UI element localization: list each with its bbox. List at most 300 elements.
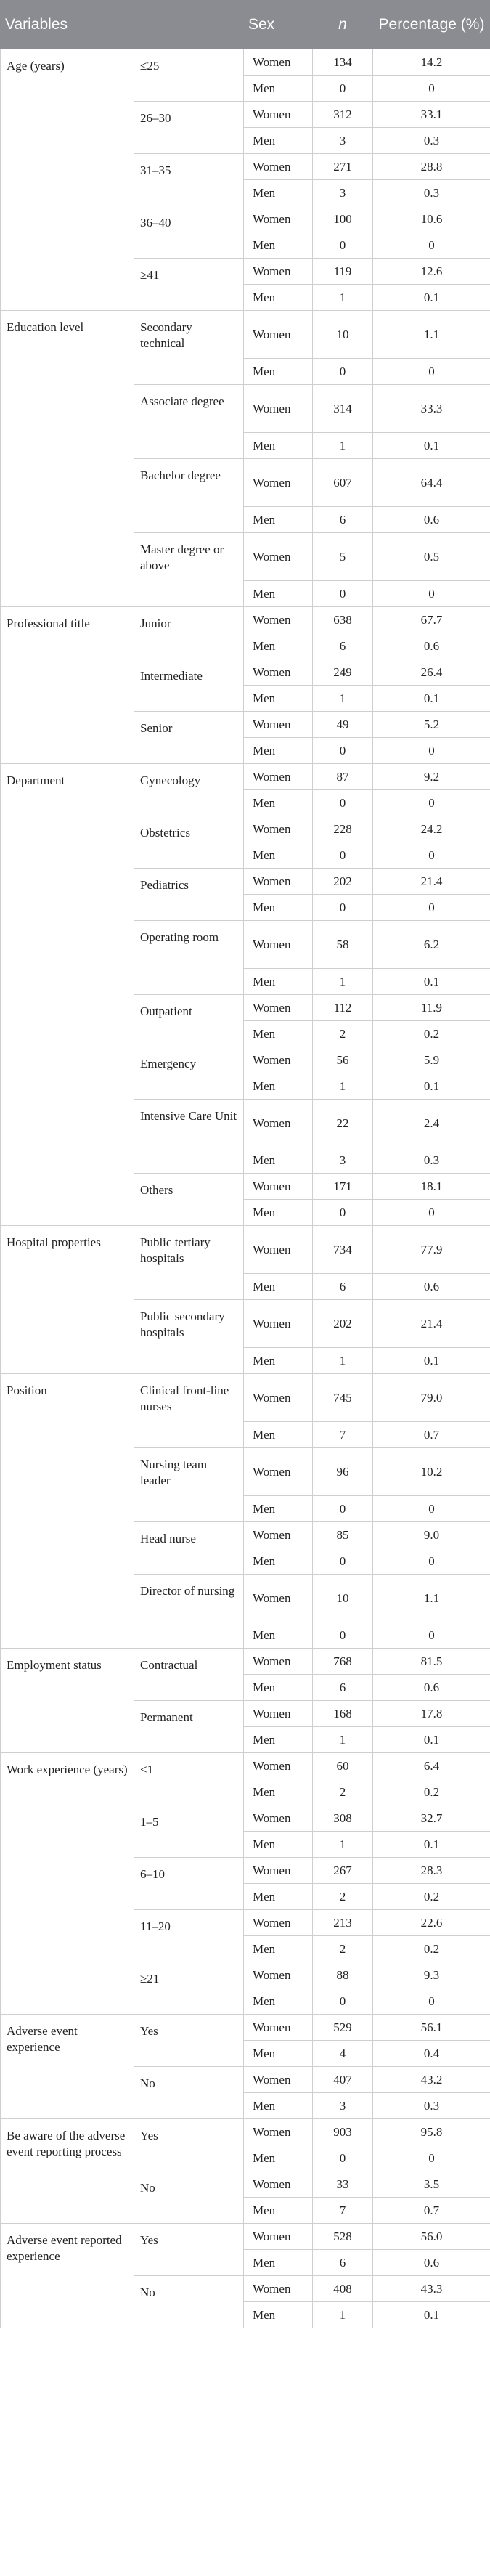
sex-cell: Men: [244, 2198, 313, 2224]
variable-cell: Adverse event experience: [1, 2015, 134, 2119]
n-cell: 638: [313, 607, 373, 633]
percentage-cell: 14.2: [373, 49, 490, 76]
n-cell: 1: [313, 969, 373, 995]
variable-cell: Department: [1, 764, 134, 1226]
variable-cell: Position: [1, 1374, 134, 1649]
sex-cell: Women: [244, 1701, 313, 1727]
sex-cell: Women: [244, 1374, 313, 1422]
table-row: [1, 2015, 490, 2041]
sex-cell: Women: [244, 1910, 313, 1936]
sex-cell: Men: [244, 1884, 313, 1910]
n-cell: 96: [313, 1448, 373, 1496]
sex-cell: Women: [244, 1100, 313, 1147]
percentage-cell: 0: [373, 232, 490, 259]
sex-cell: Men: [244, 1727, 313, 1753]
n-cell: 3: [313, 128, 373, 154]
percentage-cell: 0.1: [373, 285, 490, 311]
percentage-cell: 0.6: [373, 507, 490, 533]
percentage-cell: 17.8: [373, 1701, 490, 1727]
sex-cell: Men: [244, 1496, 313, 1522]
sex-cell: Women: [244, 816, 313, 842]
sex-cell: Women: [244, 995, 313, 1021]
n-cell: 3: [313, 2093, 373, 2119]
n-cell: 0: [313, 1548, 373, 1575]
percentage-cell: 6.2: [373, 921, 490, 969]
sex-cell: Women: [244, 49, 313, 76]
category-cell: Emergency: [134, 1047, 244, 1100]
category-cell: Secondary technical: [134, 311, 244, 385]
percentage-cell: 0: [373, 738, 490, 764]
n-cell: 1: [313, 1348, 373, 1374]
n-cell: 2: [313, 1779, 373, 1805]
sex-cell: Men: [244, 1548, 313, 1575]
n-cell: 6: [313, 633, 373, 659]
percentage-cell: 0.6: [373, 1274, 490, 1300]
n-cell: 249: [313, 659, 373, 686]
n-cell: 58: [313, 921, 373, 969]
sex-cell: Women: [244, 764, 313, 790]
percentage-cell: 0.4: [373, 2041, 490, 2067]
percentage-cell: 0: [373, 581, 490, 607]
percentage-cell: 95.8: [373, 2119, 490, 2145]
sex-cell: Women: [244, 154, 313, 180]
percentage-cell: 5.9: [373, 1047, 490, 1073]
sex-cell: Men: [244, 1348, 313, 1374]
category-cell: No: [134, 2276, 244, 2328]
sex-cell: Men: [244, 2145, 313, 2171]
percentage-cell: 0.1: [373, 1073, 490, 1100]
sex-cell: Men: [244, 1200, 313, 1226]
category-cell: Permanent: [134, 1701, 244, 1753]
percentage-cell: 2.4: [373, 1100, 490, 1147]
table-row: [1, 607, 490, 633]
n-cell: 6: [313, 2250, 373, 2276]
n-cell: 60: [313, 1753, 373, 1779]
percentage-cell: 0: [373, 2145, 490, 2171]
n-cell: 4: [313, 2041, 373, 2067]
sex-cell: Men: [244, 359, 313, 385]
sex-cell: Women: [244, 1753, 313, 1779]
sex-cell: Men: [244, 180, 313, 206]
n-cell: 1: [313, 285, 373, 311]
table-row: [1, 1753, 490, 1779]
sex-cell: Women: [244, 659, 313, 686]
category-cell: 6–10: [134, 1858, 244, 1910]
n-cell: 22: [313, 1100, 373, 1147]
percentage-cell: 9.3: [373, 1962, 490, 1988]
sex-cell: Men: [244, 1274, 313, 1300]
n-cell: 1: [313, 433, 373, 459]
sex-cell: Women: [244, 385, 313, 433]
n-cell: 408: [313, 2276, 373, 2302]
sex-cell: Women: [244, 1047, 313, 1073]
variable-cell: Professional title: [1, 607, 134, 764]
percentage-cell: 43.3: [373, 2276, 490, 2302]
percentage-cell: 0: [373, 1548, 490, 1575]
n-cell: 7: [313, 2198, 373, 2224]
sex-cell: Women: [244, 2171, 313, 2198]
sex-cell: Women: [244, 102, 313, 128]
category-cell: Senior: [134, 712, 244, 764]
sex-cell: Men: [244, 1021, 313, 1047]
sex-cell: Men: [244, 842, 313, 869]
sex-cell: Men: [244, 232, 313, 259]
sex-cell: Men: [244, 433, 313, 459]
n-cell: 0: [313, 232, 373, 259]
category-cell: Intermediate: [134, 659, 244, 712]
percentage-cell: 26.4: [373, 659, 490, 686]
table-row: [1, 2119, 490, 2145]
percentage-cell: 21.4: [373, 869, 490, 895]
n-cell: 2: [313, 1021, 373, 1047]
sex-cell: Men: [244, 1832, 313, 1858]
category-cell: 11–20: [134, 1910, 244, 1962]
category-cell: Others: [134, 1174, 244, 1226]
percentage-cell: 0.1: [373, 686, 490, 712]
sex-cell: Men: [244, 686, 313, 712]
percentage-cell: 0: [373, 895, 490, 921]
percentage-cell: 0: [373, 842, 490, 869]
sex-cell: Women: [244, 1522, 313, 1548]
n-cell: 1: [313, 1073, 373, 1100]
n-cell: 903: [313, 2119, 373, 2145]
category-cell: Clinical front-line nurses: [134, 1374, 244, 1448]
sex-cell: Women: [244, 607, 313, 633]
percentage-cell: 9.0: [373, 1522, 490, 1548]
category-cell: Associate degree: [134, 385, 244, 459]
n-cell: 312: [313, 102, 373, 128]
n-cell: 168: [313, 1701, 373, 1727]
sex-cell: Men: [244, 2250, 313, 2276]
category-cell: Public tertiary hospitals: [134, 1226, 244, 1300]
category-cell: Director of nursing: [134, 1575, 244, 1649]
table-row: [1, 1226, 490, 1274]
n-cell: 1: [313, 1832, 373, 1858]
sex-cell: Women: [244, 2119, 313, 2145]
sex-cell: Women: [244, 2276, 313, 2302]
sex-cell: Men: [244, 507, 313, 533]
percentage-cell: 0.6: [373, 2250, 490, 2276]
sex-cell: Women: [244, 459, 313, 507]
percentage-cell: 9.2: [373, 764, 490, 790]
n-cell: 0: [313, 1622, 373, 1649]
sex-cell: Men: [244, 1988, 313, 2015]
category-cell: ≤25: [134, 49, 244, 102]
n-cell: 85: [313, 1522, 373, 1548]
sex-cell: Women: [244, 1962, 313, 1988]
sex-cell: Men: [244, 581, 313, 607]
n-cell: 119: [313, 259, 373, 285]
percentage-cell: 10.2: [373, 1448, 490, 1496]
n-cell: 0: [313, 2145, 373, 2171]
percentage-cell: 0.3: [373, 180, 490, 206]
header-percentage: Percentage (%): [373, 1, 490, 49]
category-cell: Yes: [134, 2015, 244, 2067]
table-row: [1, 311, 490, 359]
sex-cell: Men: [244, 790, 313, 816]
table-row: [1, 49, 490, 76]
n-cell: 88: [313, 1962, 373, 1988]
sex-cell: Men: [244, 738, 313, 764]
percentage-cell: 0: [373, 790, 490, 816]
sex-cell: Men: [244, 969, 313, 995]
sex-cell: Men: [244, 1936, 313, 1962]
percentage-cell: 0: [373, 76, 490, 102]
variable-cell: Education level: [1, 311, 134, 607]
n-cell: 112: [313, 995, 373, 1021]
percentage-cell: 77.9: [373, 1226, 490, 1274]
sex-cell: Women: [244, 1226, 313, 1274]
n-cell: 33: [313, 2171, 373, 2198]
sex-cell: Women: [244, 1300, 313, 1348]
percentage-cell: 12.6: [373, 259, 490, 285]
percentage-cell: 0.1: [373, 433, 490, 459]
category-cell: No: [134, 2171, 244, 2224]
percentage-cell: 5.2: [373, 712, 490, 738]
n-cell: 202: [313, 1300, 373, 1348]
percentage-cell: 67.7: [373, 607, 490, 633]
percentage-cell: 18.1: [373, 1174, 490, 1200]
n-cell: 529: [313, 2015, 373, 2041]
sex-cell: Women: [244, 869, 313, 895]
sex-cell: Men: [244, 1147, 313, 1174]
variable-cell: Employment status: [1, 1649, 134, 1753]
category-cell: Pediatrics: [134, 869, 244, 921]
n-cell: 267: [313, 1858, 373, 1884]
sex-cell: Men: [244, 2041, 313, 2067]
percentage-cell: 32.7: [373, 1805, 490, 1832]
category-cell: 36–40: [134, 206, 244, 259]
percentage-cell: 3.5: [373, 2171, 490, 2198]
table-header: [1, 1, 490, 49]
category-cell: Master degree or above: [134, 533, 244, 607]
percentage-cell: 0.3: [373, 1147, 490, 1174]
n-cell: 0: [313, 738, 373, 764]
percentage-cell: 1.1: [373, 311, 490, 359]
sex-cell: Women: [244, 1575, 313, 1622]
percentage-cell: 79.0: [373, 1374, 490, 1422]
n-cell: 1: [313, 2302, 373, 2328]
sex-cell: Women: [244, 259, 313, 285]
sex-cell: Women: [244, 2224, 313, 2250]
percentage-cell: 6.4: [373, 1753, 490, 1779]
percentage-cell: 33.1: [373, 102, 490, 128]
category-cell: 26–30: [134, 102, 244, 154]
percentage-cell: 0.3: [373, 2093, 490, 2119]
n-cell: 745: [313, 1374, 373, 1422]
category-cell: Yes: [134, 2119, 244, 2171]
percentage-cell: 1.1: [373, 1575, 490, 1622]
n-cell: 2: [313, 1884, 373, 1910]
n-cell: 3: [313, 180, 373, 206]
percentage-cell: 0.7: [373, 1422, 490, 1448]
percentage-cell: 0.1: [373, 969, 490, 995]
percentage-cell: 0: [373, 1200, 490, 1226]
n-cell: 7: [313, 1422, 373, 1448]
n-cell: 734: [313, 1226, 373, 1274]
percentage-cell: 21.4: [373, 1300, 490, 1348]
n-cell: 271: [313, 154, 373, 180]
sex-cell: Women: [244, 311, 313, 359]
sex-cell: Women: [244, 2067, 313, 2093]
sex-cell: Women: [244, 206, 313, 232]
percentage-cell: 10.6: [373, 206, 490, 232]
sex-cell: Men: [244, 1422, 313, 1448]
percentage-cell: 0.6: [373, 633, 490, 659]
percentage-cell: 0.6: [373, 1675, 490, 1701]
percentage-cell: 0.2: [373, 1021, 490, 1047]
n-cell: 0: [313, 895, 373, 921]
n-cell: 171: [313, 1174, 373, 1200]
sex-cell: Women: [244, 1805, 313, 1832]
category-cell: Operating room: [134, 921, 244, 995]
n-cell: 10: [313, 311, 373, 359]
sex-cell: Men: [244, 895, 313, 921]
category-cell: Outpatient: [134, 995, 244, 1047]
category-cell: No: [134, 2067, 244, 2119]
percentage-cell: 0: [373, 1988, 490, 2015]
n-cell: 202: [313, 869, 373, 895]
percentage-cell: 0.2: [373, 1884, 490, 1910]
category-cell: Junior: [134, 607, 244, 659]
n-cell: 314: [313, 385, 373, 433]
category-cell: Gynecology: [134, 764, 244, 816]
n-cell: 2: [313, 1936, 373, 1962]
n-cell: 10: [313, 1575, 373, 1622]
sex-cell: Women: [244, 712, 313, 738]
n-cell: 0: [313, 1496, 373, 1522]
n-cell: 0: [313, 790, 373, 816]
variable-cell: Age (years): [1, 49, 134, 311]
sex-cell: Men: [244, 1622, 313, 1649]
percentage-cell: 0.7: [373, 2198, 490, 2224]
sex-cell: Women: [244, 1649, 313, 1675]
n-cell: 3: [313, 1147, 373, 1174]
percentage-cell: 0.1: [373, 1348, 490, 1374]
percentage-cell: 0.2: [373, 1936, 490, 1962]
category-cell: Head nurse: [134, 1522, 244, 1575]
n-cell: 6: [313, 1274, 373, 1300]
table-row: [1, 1649, 490, 1675]
table-row: [1, 1374, 490, 1422]
percentage-cell: 56.1: [373, 2015, 490, 2041]
category-cell: Yes: [134, 2224, 244, 2276]
percentage-cell: 43.2: [373, 2067, 490, 2093]
n-cell: 0: [313, 359, 373, 385]
category-cell: Public secondary hospitals: [134, 1300, 244, 1374]
n-cell: 228: [313, 816, 373, 842]
percentage-cell: 0: [373, 359, 490, 385]
n-cell: 1: [313, 686, 373, 712]
category-cell: 1–5: [134, 1805, 244, 1858]
table-row: [1, 764, 490, 790]
variable-cell: Adverse event reported experience: [1, 2224, 134, 2328]
header-n: n: [313, 1, 373, 49]
variable-cell: Work experience (years): [1, 1753, 134, 2015]
category-cell: ≥21: [134, 1962, 244, 2015]
n-cell: 407: [313, 2067, 373, 2093]
percentage-cell: 56.0: [373, 2224, 490, 2250]
n-cell: 0: [313, 76, 373, 102]
sex-cell: Men: [244, 76, 313, 102]
category-cell: ≥41: [134, 259, 244, 311]
n-cell: 528: [313, 2224, 373, 2250]
n-cell: 607: [313, 459, 373, 507]
sex-cell: Men: [244, 285, 313, 311]
category-cell: Bachelor degree: [134, 459, 244, 533]
sex-cell: Men: [244, 2302, 313, 2328]
sex-cell: Men: [244, 2093, 313, 2119]
n-cell: 768: [313, 1649, 373, 1675]
n-cell: 100: [313, 206, 373, 232]
n-cell: 213: [313, 1910, 373, 1936]
percentage-cell: 11.9: [373, 995, 490, 1021]
sex-cell: Women: [244, 921, 313, 969]
percentage-cell: 0.1: [373, 1727, 490, 1753]
percentage-cell: 0.1: [373, 1832, 490, 1858]
percentage-cell: 0.1: [373, 2302, 490, 2328]
sex-cell: Women: [244, 2015, 313, 2041]
percentage-cell: 0.5: [373, 533, 490, 581]
n-cell: 49: [313, 712, 373, 738]
n-cell: 56: [313, 1047, 373, 1073]
percentage-cell: 0.3: [373, 128, 490, 154]
header-sex: Sex: [244, 1, 313, 49]
variable-cell: Hospital properties: [1, 1226, 134, 1374]
n-cell: 0: [313, 1200, 373, 1226]
table-row: [1, 2224, 490, 2250]
sex-cell: Men: [244, 1779, 313, 1805]
category-cell: <1: [134, 1753, 244, 1805]
n-cell: 6: [313, 507, 373, 533]
n-cell: 6: [313, 1675, 373, 1701]
category-cell: Obstetrics: [134, 816, 244, 869]
n-cell: 87: [313, 764, 373, 790]
sex-cell: Women: [244, 533, 313, 581]
percentage-cell: 28.8: [373, 154, 490, 180]
sex-cell: Men: [244, 1073, 313, 1100]
percentage-cell: 22.6: [373, 1910, 490, 1936]
sex-cell: Women: [244, 1858, 313, 1884]
n-cell: 134: [313, 49, 373, 76]
category-cell: Intensive Care Unit: [134, 1100, 244, 1174]
table-body: [1, 49, 490, 2328]
percentage-cell: 28.3: [373, 1858, 490, 1884]
sex-cell: Women: [244, 1448, 313, 1496]
n-cell: 5: [313, 533, 373, 581]
sex-cell: Men: [244, 633, 313, 659]
percentage-cell: 33.3: [373, 385, 490, 433]
category-cell: Contractual: [134, 1649, 244, 1701]
n-cell: 0: [313, 842, 373, 869]
percentage-cell: 64.4: [373, 459, 490, 507]
n-cell: 1: [313, 1727, 373, 1753]
variable-cell: Be aware of the adverse event reporting process: [1, 2119, 134, 2224]
sex-cell: Women: [244, 1174, 313, 1200]
sex-cell: Men: [244, 1675, 313, 1701]
percentage-cell: 0.2: [373, 1779, 490, 1805]
percentage-cell: 0: [373, 1496, 490, 1522]
percentage-cell: 0: [373, 1622, 490, 1649]
n-cell: 0: [313, 581, 373, 607]
category-cell: 31–35: [134, 154, 244, 206]
category-cell: Nursing team leader: [134, 1448, 244, 1522]
n-cell: 0: [313, 1988, 373, 2015]
percentage-cell: 24.2: [373, 816, 490, 842]
n-cell: 308: [313, 1805, 373, 1832]
sex-cell: Men: [244, 128, 313, 154]
percentage-cell: 81.5: [373, 1649, 490, 1675]
